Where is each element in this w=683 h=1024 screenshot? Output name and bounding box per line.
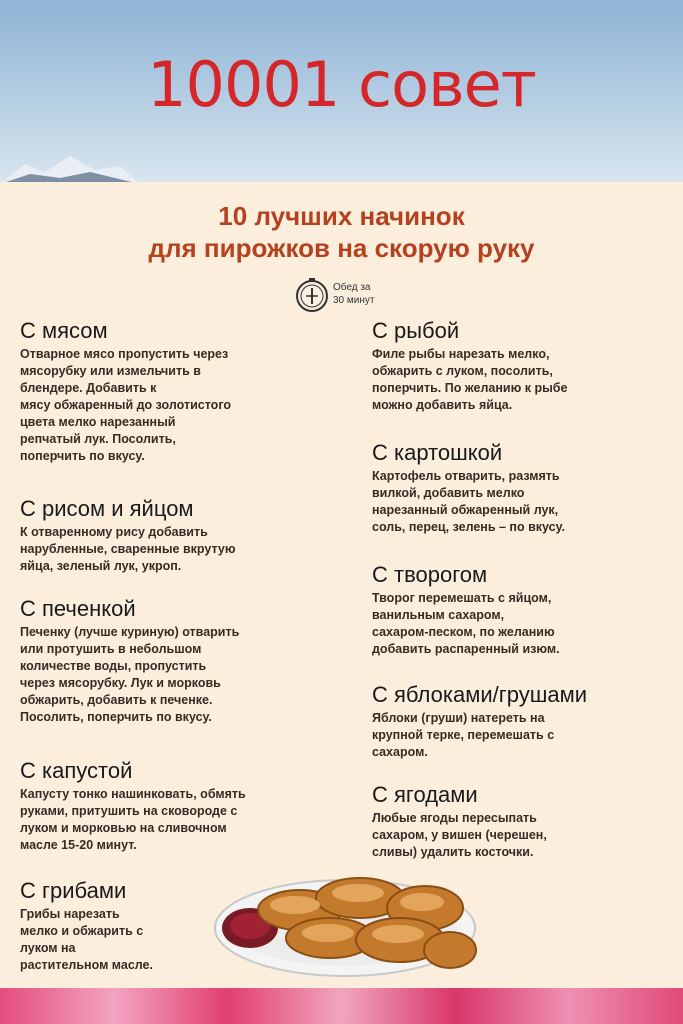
section-mushrooms [20,878,220,974]
section-text: Капусту тонко нашинковать, обмять руками, притушить на сковороде с луком и морковью на сливочном масле 15-20 минут. [20,787,246,852]
logo-line1: Обед за [333,282,371,293]
section-heading: С ягодами [372,782,478,807]
section-heading: С рыбой [372,318,460,343]
card-title [0,200,683,264]
section-cabbage [20,758,360,854]
section-text: Печенку (лучше куриную) отварить или протушить в небольшом количестве воды, пропустить через мясорубку. Лук и морковь обжарить, добавить к печенке. Посолить, поперчить по вкусу. [20,625,240,724]
section-heading: С яблоками/грушами [372,682,588,707]
section-potato [372,440,672,536]
logo-line2: 30 минут [333,295,375,306]
section-text: К отваренному рису добавить нарубленные, сваренные вкрутую яйца, зеленый лук, укроп. [20,525,236,573]
section-text: Любые ягоды пересыпать сахаром, у вишен (черешен, сливы) удалить косточки. [372,811,547,859]
section-heading: С печенкой [20,596,136,621]
section-meat [20,318,350,465]
section-heading: С творогом [372,562,488,587]
card-title-line2: для пирожков на скорую руку [148,233,535,263]
logo-caption [333,281,374,307]
section-text: Грибы нарезать мелко и обжарить с луком на растительном масле. [20,907,153,972]
section-heading: С грибами [20,878,127,903]
pirozhki-plate-image [210,850,480,980]
section-rice-egg [20,496,350,575]
mountain-image [0,150,140,184]
section-text: Филе рыбы нарезать мелко, обжарить с луком, посолить, поперчить. По желанию к рыбе можно добавить яйца. [372,347,568,412]
section-liver [20,596,350,726]
section-cottage-cheese [372,562,672,658]
section-text: Творог перемешать с яйцом, ванильным сахаром, сахаром-песком, по желанию добавить распаренный изюм. [372,591,560,656]
section-heading: С картошкой [372,440,503,465]
section-heading: С капустой [20,758,133,783]
flowers-border-image [0,988,683,1024]
section-apples-pears [372,682,672,761]
section-text: Отварное мясо пропустить через мясорубку или измельчить в блендере. Добавить к мясу обжаренный до золотистого цвета мелко нарезанный репчатый лук. Посолить, поперчить по вкусу. [20,347,231,463]
section-text: Яблоки (груши) натереть на крупной терке, перемешать с сахаром. [372,711,555,759]
section-heading: С мясом [20,318,108,343]
card-title-line1: 10 лучших начинок [218,201,465,231]
section-heading: С рисом и яйцом [20,496,194,521]
brand-title: 10001 совет [147,48,536,121]
section-text: Картофель отварить, размять вилкой, добавить мелко нарезанный обжаренный лук, соль, перец, зелень – по вкусу. [372,469,565,534]
section-fish [372,318,672,414]
